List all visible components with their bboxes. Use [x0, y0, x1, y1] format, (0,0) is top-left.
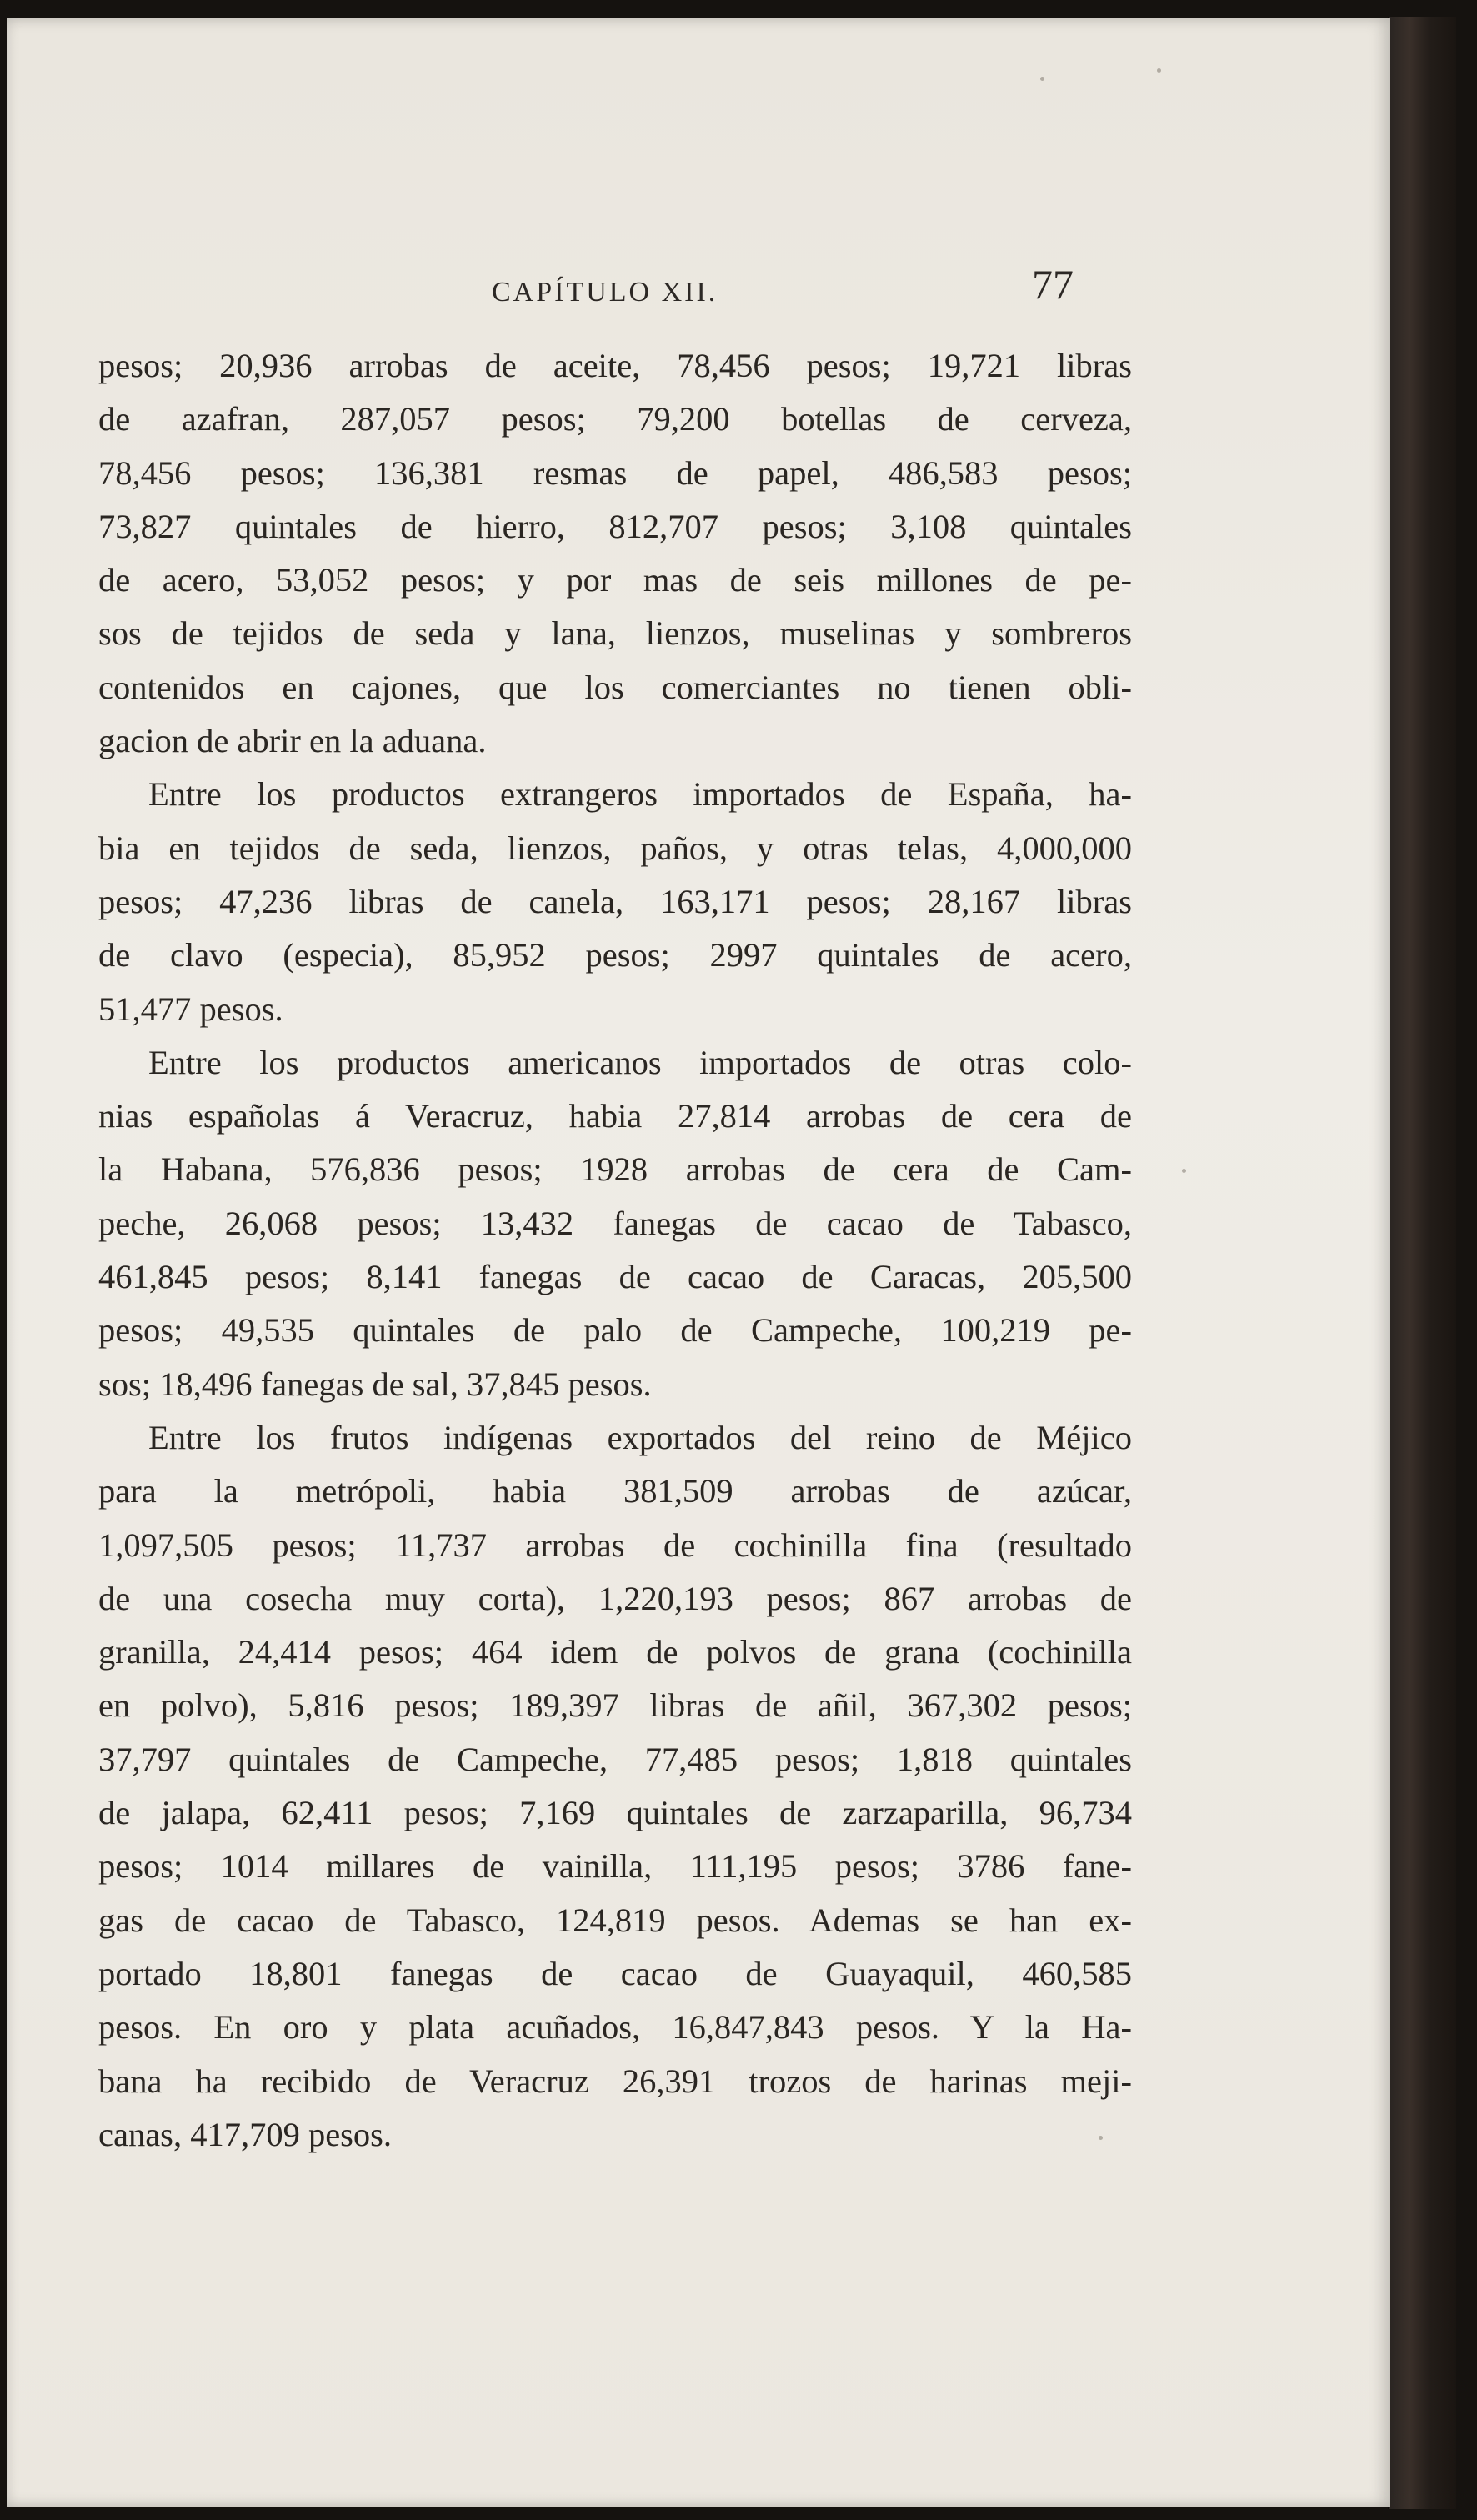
- paper-speck: [1040, 77, 1044, 81]
- text-line: pesos; 47,236 libras de canela, 163,171 pesos; 28,167 libras: [98, 882, 1132, 920]
- text-line: 1,097,505 pesos; 11,737 arrobas de cochinilla fina (resultado: [98, 1526, 1132, 1564]
- text-line: pesos; 20,936 arrobas de aceite, 78,456 pesos; 19,721 libras: [98, 347, 1132, 384]
- text-line: Entre los productos americanos importados de otras colo-: [148, 1043, 1132, 1081]
- text-line: gas de cacao de Tabasco, 124,819 pesos. Ademas se han ex-: [98, 1901, 1132, 1939]
- text-line: de jalapa, 62,411 pesos; 7,169 quintales de zarzaparilla, 96,734: [98, 1794, 1132, 1832]
- text-line: granilla, 24,414 pesos; 464 idem de polvos de grana (cochinilla: [98, 1633, 1132, 1671]
- text-line: de acero, 53,052 pesos; y por mas de seis millones de pe-: [98, 561, 1132, 599]
- text-line: sos; 18,496 fanegas de sal, 37,845 pesos.: [98, 1365, 652, 1403]
- text-line: gacion de abrir en la aduana.: [98, 722, 487, 760]
- text-line: de azafran, 287,057 pesos; 79,200 botellas de cerveza,: [98, 400, 1132, 438]
- page-number: 77: [1032, 261, 1074, 308]
- text-line: 78,456 pesos; 136,381 resmas de papel, 486,583 pesos;: [98, 453, 1132, 492]
- page-header: [7, 260, 1390, 335]
- text-line: 51,477 pesos.: [98, 989, 283, 1028]
- text-line: pesos; 49,535 quintales de palo de Campeche, 100,219 pe-: [98, 1311, 1132, 1350]
- text-line: Entre los productos extrangeros importados de España, ha-: [148, 775, 1132, 814]
- text-line: pesos. En oro y plata acuñados, 16,847,843 pesos. Y la Ha-: [98, 2008, 1132, 2047]
- text-line: en polvo), 5,816 pesos; 189,397 libras de añil, 367,302 pesos;: [98, 1686, 1132, 1725]
- text-line: 461,845 pesos; 8,141 fanegas de cacao de Caracas, 205,500: [98, 1258, 1132, 1296]
- text-line: 73,827 quintales de hierro, 812,707 pesos; 3,108 quintales: [98, 507, 1132, 545]
- paper-speck: [1157, 68, 1161, 73]
- text-line: la Habana, 576,836 pesos; 1928 arrobas de cera de Cam-: [98, 1150, 1132, 1189]
- text-line: Entre los frutos indígenas exportados del reino de Méjico: [148, 1418, 1132, 1456]
- running-title: CAPÍTULO XII.: [492, 277, 718, 308]
- text-line: de clavo (especia), 85,952 pesos; 2997 quintales de acero,: [98, 936, 1132, 974]
- text-line: peche, 26,068 pesos; 13,432 fanegas de cacao de Tabasco,: [98, 1204, 1132, 1242]
- text-line: 37,797 quintales de Campeche, 77,485 pesos; 1,818 quintales: [98, 1740, 1132, 1778]
- body-text: [98, 339, 1132, 2162]
- text-line: pesos; 1014 millares de vainilla, 111,195 pesos; 3786 fane-: [98, 1847, 1132, 1886]
- text-line: para la metrópoli, habia 381,509 arrobas de azúcar,: [98, 1472, 1132, 1510]
- text-line: bana ha recibido de Veracruz 26,391 trozos de harinas meji-: [98, 2062, 1132, 2100]
- text-line: portado 18,801 fanegas de cacao de Guayaquil, 460,585: [98, 1954, 1132, 1992]
- text-line: bia en tejidos de seda, lienzos, paños, y otras telas, 4,000,000: [98, 829, 1132, 867]
- book-page: [7, 18, 1390, 2507]
- paper-speck: [1099, 2136, 1103, 2140]
- text-line: contenidos en cajones, que los comerciantes no tienen obli-: [98, 668, 1132, 706]
- text-line: nias españolas á Veracruz, habia 27,814 arrobas de cera de: [98, 1097, 1132, 1135]
- text-line: de una cosecha muy corta), 1,220,193 pesos; 867 arrobas de: [98, 1579, 1132, 1617]
- text-line: sos de tejidos de seda y lana, lienzos, muselinas y sombreros: [98, 614, 1132, 653]
- paper-speck: [1182, 1169, 1186, 1173]
- text-line: canas, 417,709 pesos.: [98, 2115, 393, 2153]
- book-binding-edge: [1388, 17, 1456, 2509]
